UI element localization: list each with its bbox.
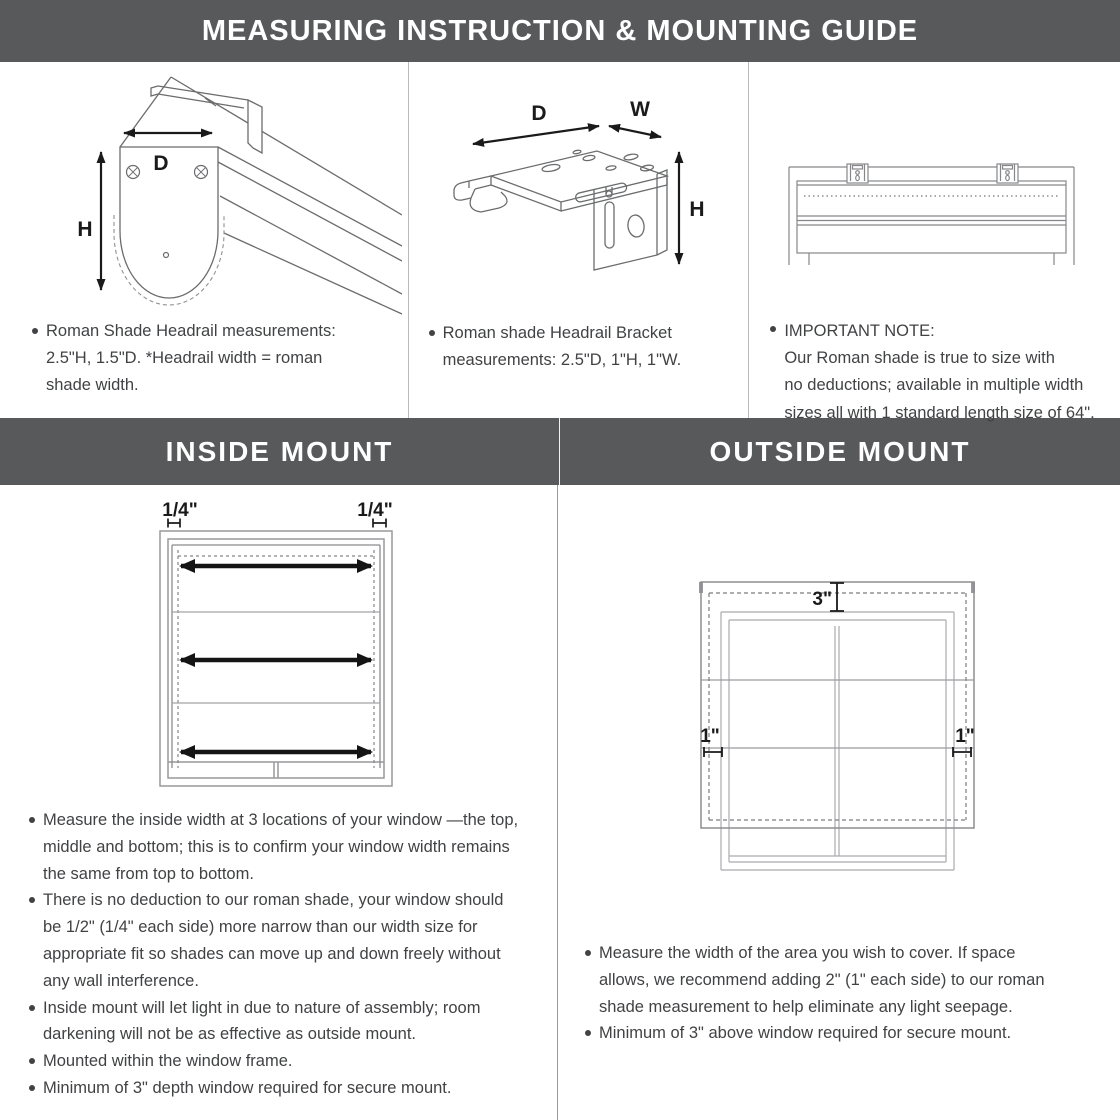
height-label: H — [77, 218, 93, 241]
left-gap-label: 1/4" — [162, 500, 198, 521]
list-item — [428, 320, 730, 374]
text-line: middle and bottom; this is to confirm your window width remains — [43, 837, 510, 856]
side-gap-measures — [700, 726, 975, 757]
text-line: be 1/2" (1/4" each side) more narrow than our width size for — [43, 918, 478, 937]
text-line: There is no deduction to our roman shade, your window should — [43, 891, 504, 910]
inside-mount-title: INSIDE MOUNT — [165, 436, 394, 467]
top-panels — [0, 62, 1120, 422]
bracket-text — [428, 320, 730, 374]
shade-front-diagram — [764, 128, 1114, 300]
outside-mount-instructions — [584, 940, 1106, 1047]
outside-mount-header — [560, 418, 1120, 485]
depth-label: D — [531, 102, 547, 125]
gap-measure-marks — [168, 519, 386, 528]
list-item — [28, 807, 542, 887]
width-measure-arrows — [181, 566, 371, 752]
text-line: Minimum of 3" depth window required for secure mount. — [43, 1078, 452, 1097]
text-line: shade width. — [46, 376, 139, 395]
inside-mount-instructions — [28, 807, 542, 1102]
list-item — [584, 1020, 1106, 1047]
panel-bracket — [408, 62, 749, 418]
text-line: Our Roman shade is true to size with — [784, 349, 1055, 368]
panel-headrail — [0, 62, 408, 418]
top-gap-measure — [812, 583, 844, 611]
text-line: 2.5"H, 1.5"D. *Headrail width = roman — [46, 349, 323, 368]
text-line: measurements: 2.5"D, 1"H, 1"W. — [442, 351, 682, 370]
left-gap-label: 1" — [700, 726, 720, 747]
headrail-text — [31, 318, 383, 400]
text-line: Mounted within the window frame. — [43, 1052, 293, 1071]
list-item — [28, 995, 542, 1049]
text-line: Roman shade Headrail Bracket — [442, 324, 672, 342]
mount-body — [0, 485, 1120, 1120]
bracket-body — [454, 150, 667, 270]
headrail-endcap — [114, 147, 224, 305]
text-line: Minimum of 3" above window required for secure mount. — [599, 1024, 1012, 1043]
shade-outline — [172, 545, 380, 768]
right-gap-label: 1/4" — [357, 500, 393, 521]
page-title: MEASURING INSTRUCTION & MOUNTING GUIDE — [201, 15, 919, 47]
list-item — [584, 940, 1106, 1020]
text-line: sizes all with 1 standard length size of 64". — [784, 403, 1095, 422]
page-title-banner — [0, 0, 1120, 62]
text-line: appropriate fit so shades can move up and down freely without — [43, 944, 501, 963]
text-line: darkening will not be as effective as outside mount. — [43, 1025, 416, 1044]
panel-note — [748, 62, 1120, 422]
inside-mount-header — [0, 418, 560, 485]
headrail-diagram — [58, 65, 402, 315]
text-line: any wall interference. — [43, 971, 199, 990]
text-line: allows, we recommend adding 2" (1" each side) to our roman — [599, 970, 1045, 989]
mount-section-banner — [0, 418, 1120, 485]
dimension-arrows — [473, 98, 705, 264]
text-line: the same from top to bottom. — [43, 864, 254, 883]
list-item — [769, 318, 1117, 427]
outside-mount-section — [557, 485, 1120, 1120]
text-line: shade measurement to help eliminate any light seepage. — [599, 997, 1013, 1016]
rail-front-lines — [789, 167, 1074, 265]
top-gap-label: 3" — [812, 589, 832, 610]
text-line: IMPORTANT NOTE: — [784, 322, 935, 340]
height-label: H — [689, 198, 705, 221]
list-item — [28, 1075, 542, 1102]
mounting-bracket-icon — [997, 164, 1018, 183]
outside-mount-title: OUTSIDE MOUNT — [709, 436, 971, 467]
inside-mount-diagram — [145, 492, 425, 802]
text-line: Measure the width of the area you wish to cover. If space — [599, 944, 1016, 962]
shade-outline — [699, 582, 975, 828]
important-note-text — [769, 318, 1117, 427]
depth-label: D — [153, 152, 169, 175]
right-gap-label: 1" — [955, 726, 975, 747]
text-line: no deductions; available in multiple width — [784, 376, 1084, 395]
mounting-bracket-icon — [847, 164, 868, 183]
window-frame — [721, 612, 954, 870]
width-label: W — [629, 98, 650, 121]
text-line: Measure the inside width at 3 locations of your window —the top, — [43, 811, 519, 829]
list-item — [28, 887, 542, 994]
list-item — [28, 1048, 542, 1075]
text-line: Roman Shade Headrail measurements: — [46, 322, 336, 340]
list-item — [31, 318, 383, 400]
inside-mount-section — [0, 485, 557, 1120]
outside-mount-diagram — [684, 572, 984, 882]
text-line: Inside mount will let light in due to nature of assembly; room — [43, 998, 481, 1017]
bracket-diagram — [439, 88, 739, 310]
